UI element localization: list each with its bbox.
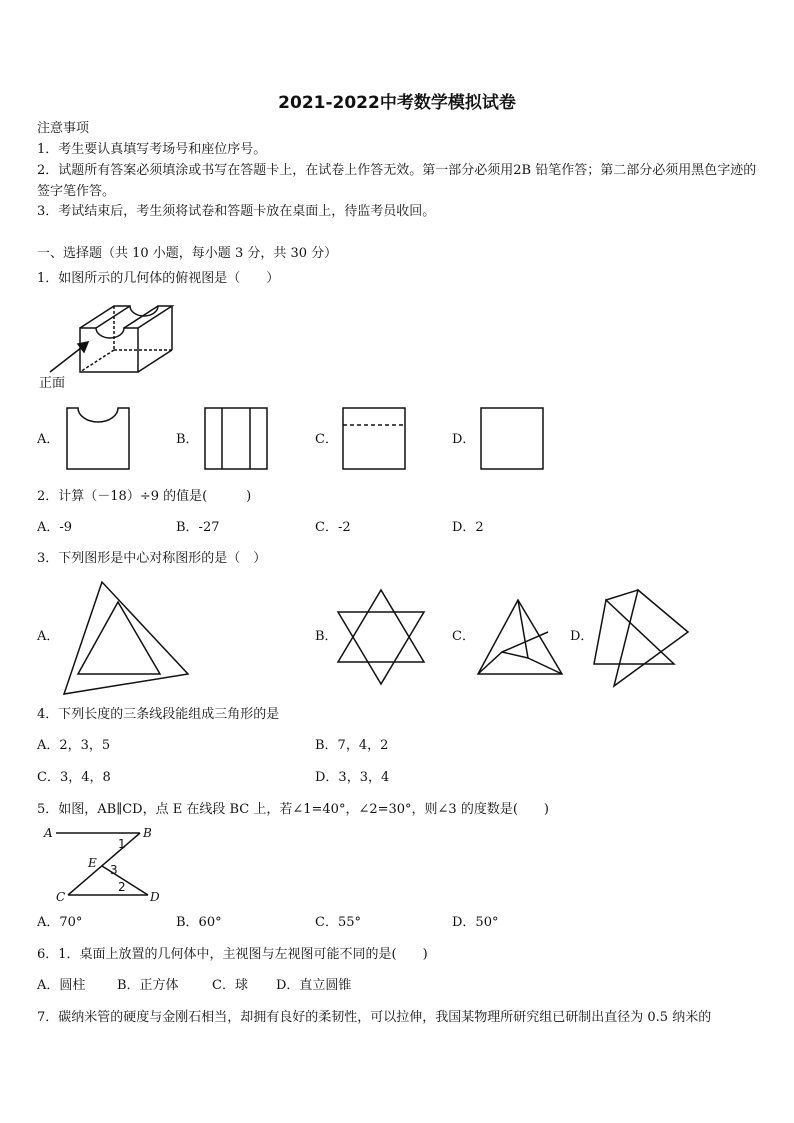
label-d: D xyxy=(150,890,160,904)
q3-option-b: B． xyxy=(315,629,338,644)
q2-option-b: B．-27 xyxy=(176,520,220,535)
label-c: C xyxy=(56,890,66,904)
section-heading: 一、选择题（共 10 小题，每小题 3 分，共 30 分） xyxy=(37,246,338,261)
q1-option-d: D． xyxy=(452,432,476,447)
q1-stem: 1．如图所示的几何体的俯视图是（ ） xyxy=(37,271,280,286)
q3-stem: 3．下列图形是中心对称图形的是（ ） xyxy=(37,551,267,566)
q3-option-d: D． xyxy=(570,629,594,644)
q5-option-c: C．55° xyxy=(315,915,361,930)
label-a: A xyxy=(44,826,53,840)
q6-option-d: D．直立圆锥 xyxy=(276,978,352,993)
notice-item-3: 3．考试结束后，考生须将试卷和答题卡放在桌面上，待监考员收回。 xyxy=(37,204,436,219)
q5-option-d: D．50° xyxy=(452,915,499,930)
q3-option-b-figure xyxy=(335,588,431,688)
q1-option-b: B． xyxy=(176,432,199,447)
q1-option-c-figure xyxy=(342,407,408,471)
q4-option-a: A．2，3，5 xyxy=(37,738,111,753)
q5-option-a: A．70° xyxy=(37,915,83,930)
q2-option-d: D．2 xyxy=(452,520,484,535)
label-b: B xyxy=(143,826,152,840)
q1-option-d-figure xyxy=(480,407,546,471)
q5-option-b: B．60° xyxy=(176,915,222,930)
q3-option-a-figure xyxy=(60,578,190,698)
notice-heading: 注意事项 xyxy=(37,121,90,136)
q2-stem: 2．计算（－18）÷9 的值是( ) xyxy=(37,489,252,504)
q4-option-c: C．3，4，8 xyxy=(37,770,111,785)
front-view-label: 正面 xyxy=(39,376,66,391)
notice-item-2: 2．试题所有答案必须填涂或书写在答题卡上，在试卷上作答无效。第一部分必须用2B 铅笔作答；第二部分必须用黑色字迹的签字笔作答。 xyxy=(37,163,757,199)
q3-option-a: A． xyxy=(37,629,60,644)
label-e: E xyxy=(88,856,97,870)
q6-option-a: A．圆柱 xyxy=(37,978,86,993)
q2-option-c: C．-2 xyxy=(315,520,351,535)
q3-option-d-figure xyxy=(592,586,692,688)
q6-option-b: B．正方体 xyxy=(117,978,179,993)
q3-option-c: C． xyxy=(452,629,475,644)
angle-1-label: 1 xyxy=(118,837,126,851)
angle-2-label: 2 xyxy=(118,880,126,894)
q6-option-c: C．球 xyxy=(212,978,248,993)
q4-stem: 4．下列长度的三条线段能组成三角形的是 xyxy=(37,707,280,722)
q5-stem: 5．如图，AB∥CD，点 E 在线段 BC 上，若∠1=40°，∠2=30°，则∠3 的度数是( ) xyxy=(37,802,549,817)
q4-option-d: D．3，3，4 xyxy=(315,770,390,785)
q1-option-a-figure xyxy=(66,407,132,471)
q6-stem: 6．1．桌面上放置的几何体中，主视图与左视图可能不同的是( ) xyxy=(37,947,428,962)
exam-title: 2021-2022中考数学模拟试卷 xyxy=(278,93,516,113)
q5-parallel-lines-figure xyxy=(44,824,174,906)
q3-option-c-figure xyxy=(476,598,566,680)
q1-option-c: C． xyxy=(315,432,338,447)
q1-option-a: A． xyxy=(37,432,60,447)
angle-3-label: 3 xyxy=(110,863,118,877)
notice-item-1: 1．考生要认真填写考场号和座位序号。 xyxy=(37,142,267,157)
q7-stem: 7．碳纳米管的硬度与金刚石相当，却拥有良好的柔韧性，可以拉伸，我国某物理所研究组已研制出直径为 0.5 纳米的 xyxy=(37,1010,712,1025)
q4-option-b: B．7，4，2 xyxy=(315,738,389,753)
q1-option-b-figure xyxy=(204,407,270,471)
q2-option-a: A．-9 xyxy=(37,520,73,535)
